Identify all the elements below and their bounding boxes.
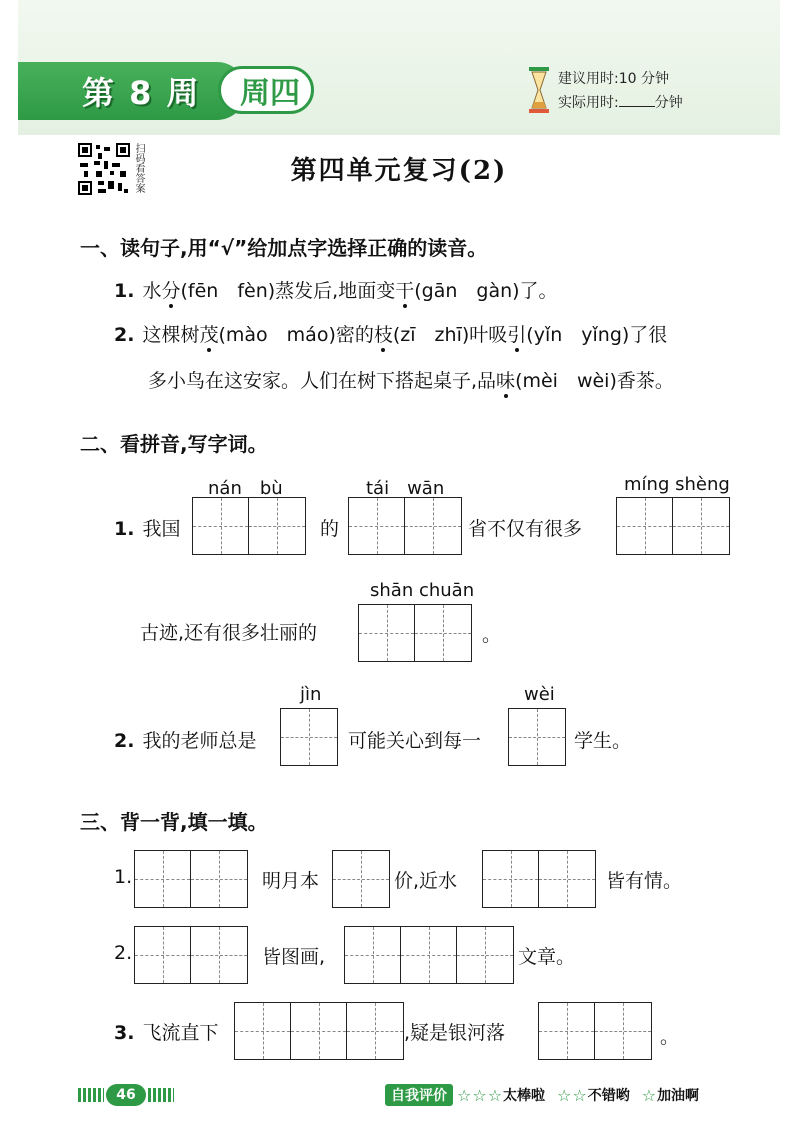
page-number: 46 — [106, 1084, 146, 1106]
pinyin-taiwan: tái wān — [366, 478, 445, 499]
s3-q1-text-1: 明月本 — [262, 870, 320, 892]
s3-q3-text-2: ,疑是银河落 — [404, 1022, 506, 1044]
hourglass-icon — [528, 66, 550, 114]
s2-q1-lead — [114, 514, 180, 541]
s1-q1-dotted-char: 分 — [161, 280, 181, 302]
s2-q1-text-4: 古迹,还有很多壮丽的 — [140, 622, 318, 644]
answer-grid-s3q3-b[interactable] — [538, 1002, 652, 1060]
star-icon[interactable]: ☆ — [487, 1085, 503, 1105]
answer-grid-shanchuan[interactable] — [358, 604, 472, 662]
actual-time — [558, 92, 683, 112]
rating-label-1: 太棒啦 — [503, 1088, 546, 1104]
s3-q3-text-3: 。 — [660, 1026, 680, 1048]
s3-q2-text-2: 文章。 — [518, 946, 576, 968]
s1-q1-dotted-char-2: 干 — [395, 280, 415, 302]
star-icon[interactable]: ☆ — [641, 1085, 657, 1105]
s3-q2-num: 2. — [114, 942, 133, 964]
pinyin-nanbu: nán bù — [208, 478, 283, 499]
star-icon[interactable]: ☆ — [572, 1085, 587, 1105]
s3-q1-num: 1. — [114, 866, 133, 888]
s3-q3-text-1: 飞流直下 — [142, 1022, 219, 1044]
s1-q2-num: 2. — [114, 324, 135, 346]
s2-q2-text-3: 学生。 — [574, 730, 632, 752]
s2-q1-text-1: 我国 — [142, 518, 181, 540]
s1-q2-options-a[interactable]: (mào máo)密的 — [218, 324, 374, 346]
s2-q1-num: 1. — [114, 518, 135, 540]
time-box — [528, 60, 746, 122]
week-label: 第 8 周 — [82, 74, 201, 112]
s1-q2-options-c[interactable]: (yǐn yǐng)了很 — [526, 324, 668, 346]
self-evaluation — [385, 1084, 711, 1106]
s1-q2-options-b[interactable]: (zī zhī)叶吸 — [392, 324, 508, 346]
stripe-left — [78, 1088, 104, 1102]
answer-grid-s3q1-a[interactable] — [134, 850, 248, 908]
answer-grid-s3q1-b[interactable] — [332, 850, 390, 908]
section3-heading: 三、背一背,填一填。 — [80, 810, 268, 834]
answer-grid-s3q2-a[interactable] — [134, 926, 248, 984]
s2-q1-text-3: 省不仅有很多 — [468, 518, 583, 540]
pinyin-mingsheng: míng shèng — [624, 474, 730, 495]
s3-q3-lead — [114, 1018, 218, 1045]
pinyin-shanchuan: shān chuān — [370, 580, 475, 601]
s2-q1-text-5: 。 — [482, 624, 502, 646]
s1-q1-options-a[interactable]: (fēn fèn)蒸发后,地面变 — [180, 280, 396, 302]
star-icon[interactable]: ☆ — [457, 1085, 472, 1105]
s1-q2-text-2: 多小鸟在这安家。人们在树下搭起桌子,品 — [148, 370, 497, 392]
s1-q2-text: 这棵树 — [142, 324, 200, 346]
answer-grid-s3q1-c[interactable] — [482, 850, 596, 908]
s3-q1-text-3: 皆有情。 — [606, 870, 683, 892]
worksheet-page — [18, 0, 780, 1132]
star-icon[interactable]: ☆ — [472, 1085, 487, 1105]
answer-grid-jin[interactable] — [280, 708, 338, 766]
s3-q2-text-1: 皆图画, — [262, 946, 326, 968]
page-title: 第四单元复习(2) — [290, 156, 508, 186]
pinyin-wei: wèi — [524, 684, 555, 705]
actual-time-blank[interactable] — [619, 94, 655, 107]
s1-q1-text-a: 水 — [142, 280, 162, 302]
answer-grid-mingsheng[interactable] — [616, 497, 730, 555]
s1-q2-options-d[interactable]: (mèi wèi)香茶。 — [515, 370, 674, 392]
answer-grid-taiwan[interactable] — [348, 497, 462, 555]
actual-time-label: 实际用时: — [558, 95, 619, 111]
day-label: 周四 — [240, 76, 300, 111]
section1-heading: 一、读句子,用“√”给加点字选择正确的读音。 — [80, 236, 488, 260]
s1-q2-dotted-char-3: 引 — [507, 324, 527, 346]
page-number-badge — [78, 1084, 174, 1106]
s2-q2-lead — [114, 726, 256, 753]
s1-q2-line2 — [148, 366, 674, 393]
s1-q1-num: 1. — [114, 280, 135, 302]
s3-q3-num: 3. — [114, 1022, 135, 1044]
pinyin-jin: jìn — [300, 684, 322, 705]
s1-q2-dotted-char-2: 枝 — [373, 324, 393, 346]
s1-q2-dotted-char: 茂 — [199, 324, 219, 346]
section2-heading: 二、看拼音,写字词。 — [80, 432, 268, 456]
actual-time-unit: 分钟 — [654, 95, 683, 111]
answer-grid-s3q3-a[interactable] — [234, 1002, 404, 1060]
answer-grid-s3q2-b[interactable] — [344, 926, 514, 984]
s1-q1 — [114, 276, 558, 303]
star-icon[interactable]: ☆ — [557, 1085, 572, 1105]
s2-q2-text-1: 我的老师总是 — [142, 730, 257, 752]
s2-q2-text-2: 可能关心到每一 — [348, 730, 482, 752]
rating-label-3: 加油啊 — [657, 1088, 700, 1104]
s2-q1-text-2: 的 — [320, 518, 340, 540]
s1-q1-options-b[interactable]: (gān gàn)了。 — [414, 280, 558, 302]
suggested-time: 建议用时:10 分钟 — [558, 71, 669, 87]
answer-grid-nanbu[interactable] — [192, 497, 306, 555]
s1-q2-dotted-char-4: 味 — [496, 370, 516, 392]
s2-q2-num: 2. — [114, 730, 135, 752]
eval-label: 自我评价 — [385, 1084, 453, 1106]
s1-q2-line1 — [114, 320, 667, 347]
stripe-right — [148, 1088, 174, 1102]
qr-caption: 扫码看答案 — [133, 143, 144, 193]
rating-label-2: 不错哟 — [587, 1088, 630, 1104]
answer-grid-wei[interactable] — [508, 708, 566, 766]
s3-q1-text-2: 价,近水 — [394, 870, 458, 892]
